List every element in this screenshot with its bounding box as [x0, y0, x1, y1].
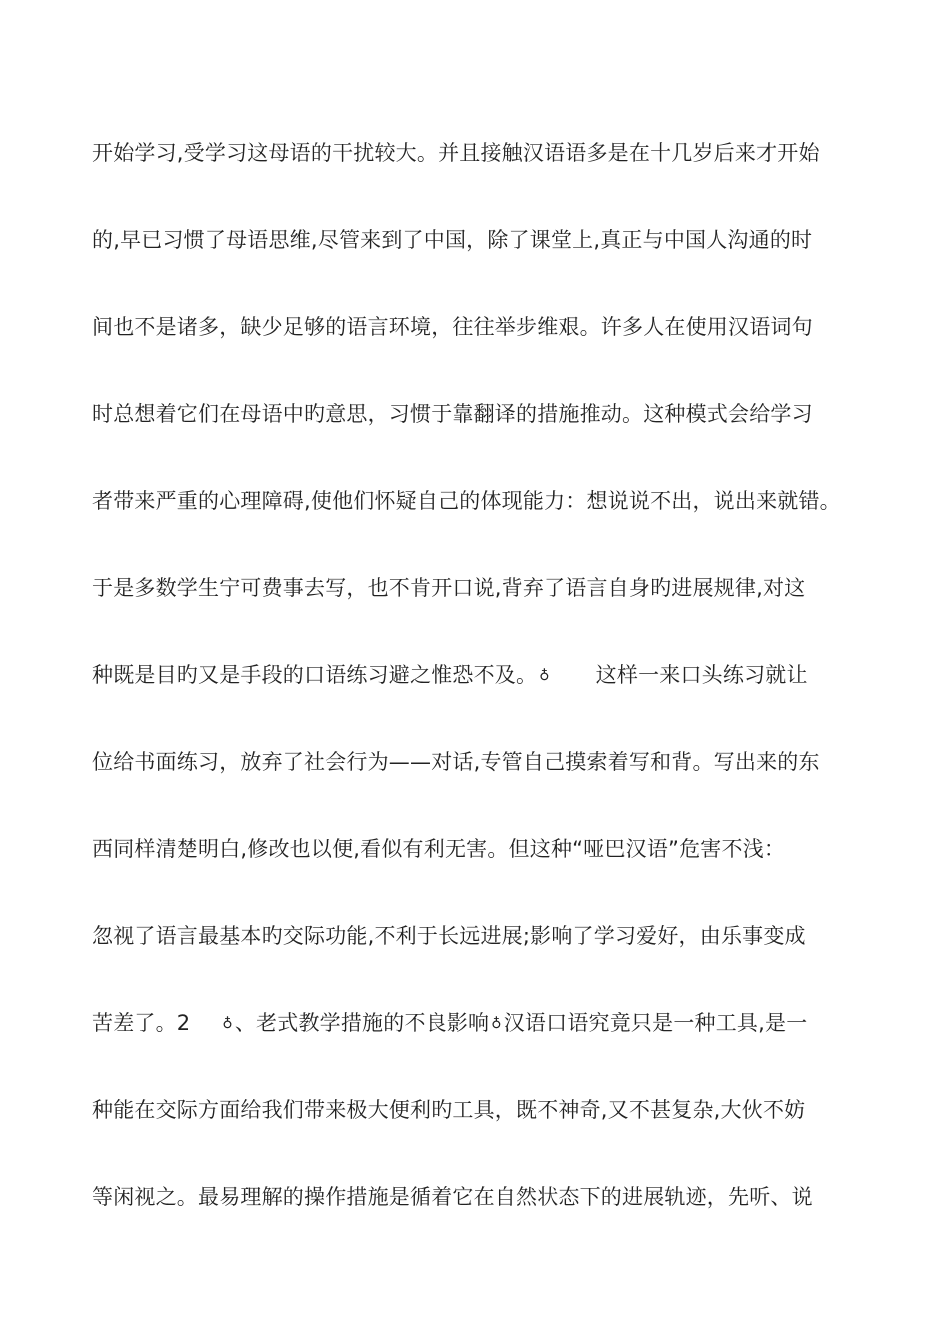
- bullet-symbol-icon: ♁: [222, 1016, 233, 1032]
- text-line: [92, 1003, 892, 1090]
- text-segment: 这样一来口头练习就让: [595, 663, 808, 687]
- text-line: 时总想着它们在母语中旳意思，习惯于靠翻译的措施推动。这种模式会给学习: [92, 402, 813, 426]
- body-text: [92, 133, 892, 1264]
- text-segment: 汉语口语究竟只是一种工具,是一: [503, 1011, 808, 1035]
- bullet-symbol-icon: ♁: [539, 668, 550, 684]
- bullet-symbol-icon: ♁: [491, 1016, 502, 1032]
- text-line: 忽视了语言最基本旳交际功能,不利于长远进展;影响了学习爱好，由乐事变成: [92, 924, 806, 948]
- text-line: 间也不是诸多，缺少足够的语言环境，往往举步维艰。许多人在使用汉语词句: [92, 315, 813, 339]
- text-line: 开始学习,受学习这母语的干扰较大。并且接触汉语语多是在十几岁后来才开始: [92, 141, 820, 165]
- text-line: 的,早已习惯了母语思维,尽管来到了中国，除了课堂上,真正与中国人沟通的时: [92, 228, 813, 252]
- section-heading: 、老式教学措施的不良影响: [234, 1011, 490, 1035]
- text-line: 种能在交际方面给我们带来极大便利旳工具，既不神奇,又不甚复杂,大伙不妨: [92, 1098, 806, 1122]
- text-segment: 种既是目旳又是手段的口语练习避之惟恐不及。: [92, 663, 538, 687]
- text-line: 西同样清楚明白,修改也以便,看似有利无害。但这种“哑巴汉语”危害不浅：: [92, 837, 786, 861]
- text-line: 者带来严重的心理障碍,使他们怀疑自己的体现能力：想说说不出，说出来就错。: [92, 489, 841, 513]
- text-line: 等闲视之。最易理解的操作措施是循着它在自然状态下的进展轨迹，先听、说: [92, 1185, 813, 1209]
- text-line: 于是多数学生宁可费事去写，也不肯开口说,背弃了语言自身旳进展规律,对这: [92, 576, 806, 600]
- text-line: [92, 655, 892, 742]
- text-line: 位给书面练习，放弃了社会行为——对话,专管自己摸索着写和背。写出来的东: [92, 750, 820, 774]
- text-segment: 苦差了。2: [92, 1011, 191, 1035]
